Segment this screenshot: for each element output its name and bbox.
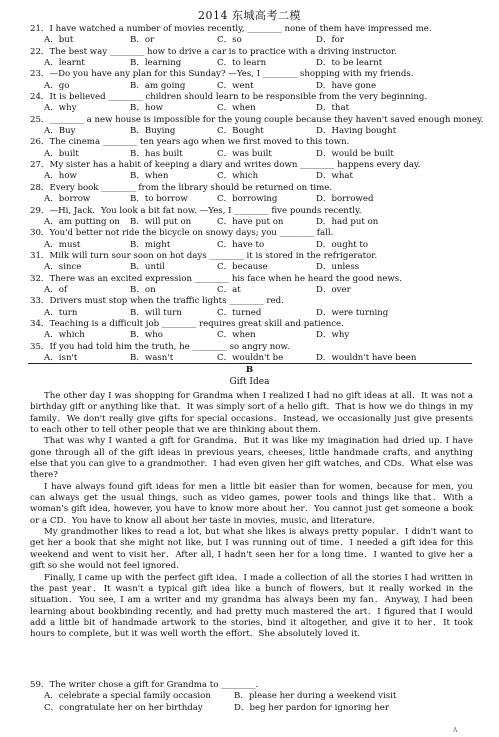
option-a[interactable]: A．isn't	[44, 352, 78, 363]
option-b[interactable]: B．please her during a weekend visit	[234, 691, 397, 702]
option-row	[30, 149, 470, 160]
option-d[interactable]: D．were turning	[316, 307, 389, 318]
option-row	[30, 240, 470, 251]
question-stem: 21．I have watched a number of movies recently, ________ none of them have impressed me.	[30, 24, 432, 34]
option-d[interactable]: D．unless	[316, 262, 360, 273]
option-c[interactable]: C．which	[217, 171, 259, 182]
passage-paragraph: That was why I wanted a gift for Grandma．But it was like my imagination had dried up. I have gone through all of the gift ideas in previous years, cheeses, little handmade crafts, and anything else that you can give to a grandmother．I had even given her gift watches, and CDs．What else was there?	[30, 436, 473, 481]
question-stem: 29．—Hi, Jack．You look a bit fat now. —Yes, I ________ five pounds recently.	[30, 205, 362, 216]
option-c[interactable]: C．wouldn't be	[217, 352, 284, 363]
option-b[interactable]: B．am going	[130, 80, 186, 91]
option-a[interactable]: A．why	[44, 103, 77, 114]
option-c[interactable]: C．was built	[217, 148, 272, 159]
option-d[interactable]: D．to be learnt	[316, 58, 383, 69]
option-b[interactable]: B．to borrow	[130, 194, 188, 205]
option-c[interactable]: C．when	[217, 330, 256, 341]
option-row	[30, 217, 470, 228]
question-stem: 23．—Do you have any plan for this Sunday? —Yes, I ________ shopping with my friends.	[30, 69, 414, 80]
question-stem: 28．Every book ________ from the library should be returned on time.	[30, 182, 333, 193]
question-stem: 35．If you had told him the truth, he ________ so angry now.	[30, 341, 290, 352]
option-row	[30, 330, 470, 341]
section-label: B	[245, 365, 254, 375]
option-d[interactable]: D．why	[316, 330, 350, 341]
option-c[interactable]: C．have put on	[217, 216, 284, 227]
option-row	[30, 308, 470, 319]
option-d[interactable]: D．had put on	[316, 216, 379, 227]
option-c[interactable]: C．went	[217, 80, 254, 91]
option-a[interactable]: A．which	[44, 330, 85, 341]
option-row	[30, 58, 470, 69]
section-divider	[28, 363, 472, 364]
option-c[interactable]: C．to learn	[217, 58, 267, 69]
option-d[interactable]: D．have gone	[316, 80, 377, 91]
question-stem: 25．________ a new house is impossible for the young couple because they haven't saved enough money.	[30, 114, 484, 125]
option-d[interactable]: D．Having bought	[316, 126, 397, 137]
passage-paragraph: The other day I was shopping for Grandma when I realized I had no gift ideas at all．It was not a birthday gift or anything like that．It was simply sort of a hello gift．That is how we do things in my family．We don't really give gifts for special occasions．Instead, we occasionally just give presents to each other to tell other people that we are thinking about them.	[30, 391, 473, 436]
option-a[interactable]: A．must	[44, 239, 81, 250]
option-a[interactable]: A．go	[44, 80, 70, 91]
option-a[interactable]: A．since	[44, 262, 82, 273]
option-a[interactable]: A．turn	[44, 307, 78, 318]
option-row	[30, 171, 470, 182]
option-b[interactable]: B．when	[130, 171, 169, 182]
question-stem: 30．You'd better not ride the bicycle on snowy days; you ________ fall.	[30, 228, 334, 239]
question-stem: 26．The cinema ________ ten years ago when we first moved to this town.	[30, 137, 350, 148]
option-row	[30, 103, 470, 114]
question-stem: 31．Milk will turn sour soon on hot days ________ it is stored in the refrigerator.	[30, 250, 378, 261]
option-b[interactable]: B．Buying	[130, 126, 176, 137]
option-row	[30, 126, 470, 137]
option-c[interactable]: C．congratulate her on her birthday	[44, 702, 203, 713]
option-row	[30, 691, 470, 702]
option-a[interactable]: A．celebrate a special family occasion	[44, 691, 211, 702]
option-b[interactable]: B．will turn	[130, 307, 182, 318]
passage-title: Gift Idea	[229, 377, 270, 387]
option-c[interactable]: C．Bought	[217, 126, 264, 137]
option-b[interactable]: B．or	[130, 35, 155, 46]
option-b[interactable]: B．learning	[130, 58, 182, 69]
option-a[interactable]: A．learnt	[44, 58, 85, 69]
option-a[interactable]: A．of	[44, 284, 68, 295]
option-d[interactable]: D．borrowed	[316, 194, 374, 205]
option-b[interactable]: B．wasn't	[130, 352, 174, 363]
option-a[interactable]: A．Buy	[44, 126, 76, 137]
passage-paragraph: Finally, I came up with the perfect gift idea．I made a collection of all the stories I had written in the past year．It wasn't a typical gift idea like a bunch of flowers, but it really worked in the situation．You see, I am a writer and my grandma has always been my fan．Anyway, I had been learning about bookbinding recently, and had pretty much mastered the art．I figured that I would add a little bit of handmade artwork to the stories, bind it altogether, and give it to her．It took hours to complete, but it was well worth the effort．She absolutely loved it.	[30, 572, 473, 640]
option-b[interactable]: B．until	[130, 262, 165, 273]
option-c[interactable]: C．because	[217, 262, 268, 273]
option-d[interactable]: D．for	[316, 35, 344, 46]
option-d[interactable]: D．that	[316, 103, 350, 114]
option-row	[30, 703, 470, 714]
option-c[interactable]: C．turned	[217, 307, 262, 318]
option-d[interactable]: D．beg her pardon for ignoring her	[234, 702, 389, 713]
option-row	[30, 285, 470, 296]
option-d[interactable]: D．wouldn't have been	[316, 352, 417, 363]
option-b[interactable]: B．how	[130, 103, 163, 114]
question-stem: 32．There was an excited expression ________ his face when he heard the good news.	[30, 273, 402, 284]
option-a[interactable]: A．am putting on	[44, 216, 120, 227]
option-row	[30, 81, 470, 92]
option-d[interactable]: D．what	[316, 171, 353, 182]
option-a[interactable]: A．borrow	[44, 194, 91, 205]
question-59	[30, 680, 470, 714]
page-title: 2014 东城高考二模	[198, 9, 301, 22]
option-b[interactable]: B．will put on	[130, 216, 192, 227]
option-d[interactable]: D．would be built	[316, 148, 394, 159]
option-row	[30, 35, 470, 46]
option-b[interactable]: B．on	[130, 284, 156, 295]
option-row	[30, 194, 470, 205]
question-stem: 33．Drivers must stop when the traffic lights ________ red.	[30, 296, 284, 307]
option-c[interactable]: C．have to	[217, 239, 265, 250]
option-d[interactable]: D．over	[316, 284, 351, 295]
question-stem: 27．My sister has a habit of keeping a diary and writes down ________ happens every day.	[30, 160, 421, 171]
option-c[interactable]: C．borrowing	[217, 194, 278, 205]
question-stem: 24．It is believed ________ children should learn to be responsible from the very beginning.	[30, 92, 428, 103]
reading-passage	[30, 391, 473, 641]
passage-paragraph: I have always found gift ideas for men a little bit easier than for women, because for men, you can always get the usual things, such as video games, power tools and things like that．With a woman's gift idea, however, you have to know more about her．You cannot just get someone a book or a CD．You have to know all about her taste in movies, music, and literature.	[30, 481, 473, 526]
question-stem: 22．The best way ________ how to drive a car is to practice with a driving instructor.	[30, 46, 397, 57]
option-b[interactable]: B．has built	[130, 148, 183, 159]
option-c[interactable]: C．when	[217, 103, 256, 114]
option-c[interactable]: C．at	[217, 284, 241, 295]
option-row	[30, 262, 470, 273]
option-c[interactable]: C．so	[217, 35, 242, 46]
question-stem: 59．The writer chose a gift for Grandma to ________.	[30, 680, 259, 690]
footer-mark: A	[453, 727, 458, 734]
passage-paragraph: My grandmother likes to read a lot, but what she likes is always pretty popular．I didn't want to get her a book that she might not like, but I was running out of time．I needed a gift idea for this weekend and went to visit her．After all, I hadn't seen her for a long time．I wanted to give her a gift so she would not feel ignored.	[30, 527, 473, 572]
option-a[interactable]: A．how	[44, 171, 77, 182]
option-d[interactable]: D．ought to	[316, 239, 369, 250]
option-a[interactable]: A．but	[44, 35, 74, 46]
option-b[interactable]: B．might	[130, 239, 171, 250]
option-b[interactable]: B．who	[130, 330, 163, 341]
multiple-choice-section	[30, 24, 484, 364]
question-stem: 34．Teaching is a difficult job ________ requires great skill and patience.	[30, 318, 344, 329]
option-a[interactable]: A．built	[44, 148, 79, 159]
